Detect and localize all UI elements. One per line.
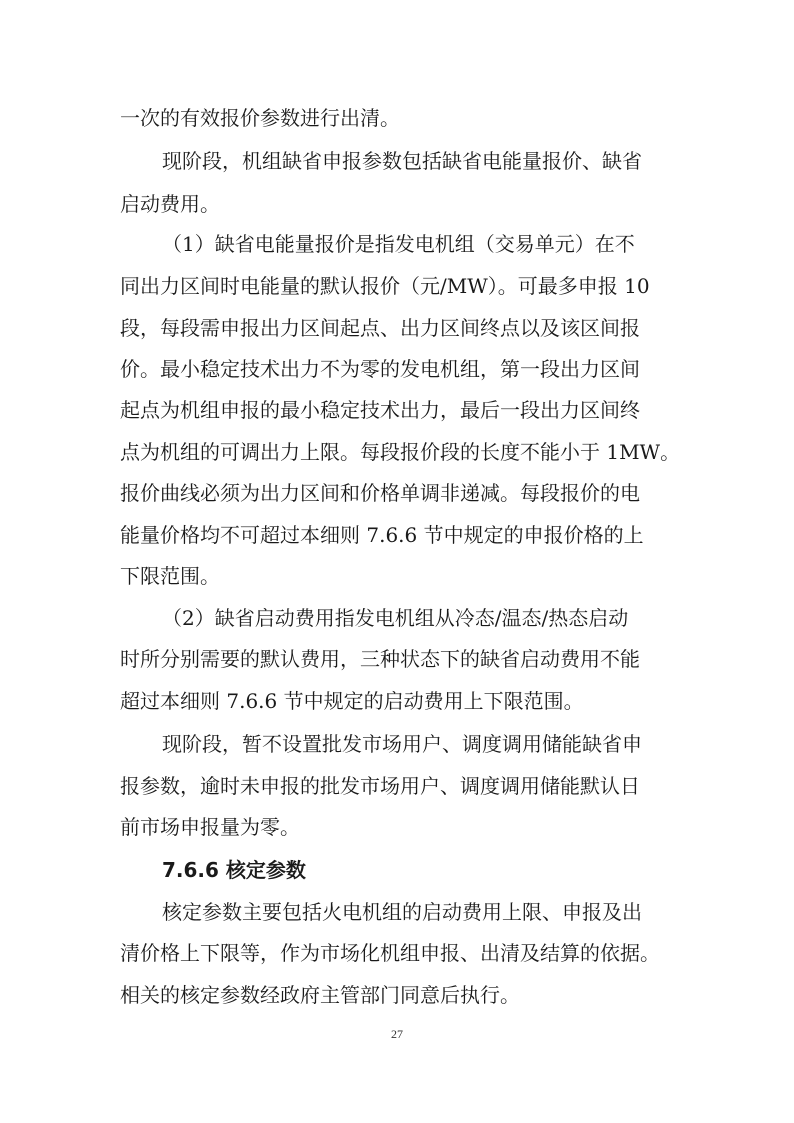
paragraph-line: 时所分别需要的默认费用，三种状态下的缺省启动费用不能 (120, 647, 640, 671)
paragraph-line: 启动费用。 (120, 192, 220, 216)
paragraph-line: （2）缺省启动费用指发电机组从冷态/温态/热态启动 (162, 606, 629, 630)
paragraph-line: 核定参数主要包括火电机组的启动费用上限、申报及出 (162, 900, 642, 924)
paragraph-line: 报价曲线必须为出力区间和价格单调非递减。每段报价的电 (120, 481, 640, 505)
paragraph-line: 点为机组的可调出力上限。每段报价段的长度不能小于 1MW。 (120, 440, 680, 464)
page-number: 27 (391, 1027, 403, 1041)
paragraph-line: 价。最小稳定技术出力不为零的发电机组，第一段出力区间 (120, 357, 640, 381)
paragraph-line: 起点为机组申报的最小稳定技术出力，最后一段出力区间终 (120, 398, 640, 422)
paragraph-line: （1）缺省电能量报价是指发电机组（交易单元）在不 (162, 232, 635, 256)
paragraph-line: 报参数，逾时未申报的批发市场用户、调度调用储能默认日 (120, 774, 640, 798)
paragraph-line: 前市场申报量为零。 (120, 815, 300, 839)
paragraph-line: 段，每段需申报出力区间起点、出力区间终点以及该区间报 (120, 316, 640, 340)
paragraph-line: 能量价格均不可超过本细则 7.6.6 节中规定的申报价格的上 (120, 523, 644, 547)
paragraph-line: 同出力区间时电能量的默认报价（元/MW）。可最多申报 10 (120, 274, 650, 298)
paragraph-line: 现阶段，机组缺省申报参数包括缺省电能量报价、缺省 (162, 149, 642, 173)
section-heading: 7.6.6 核定参数 (162, 858, 306, 882)
paragraph-line: 超过本细则 7.6.6 节中规定的启动费用上下限范围。 (120, 689, 584, 713)
paragraph-line: 一次的有效报价参数进行出清。 (120, 106, 400, 130)
paragraph-line: 相关的核定参数经政府主管部门同意后执行。 (120, 983, 520, 1007)
paragraph-line: 下限范围。 (120, 564, 220, 588)
paragraph-line: 清价格上下限等，作为市场化机组申报、出清及结算的依据。 (120, 941, 660, 965)
paragraph-line: 现阶段，暂不设置批发市场用户、调度调用储能缺省申 (162, 732, 642, 756)
